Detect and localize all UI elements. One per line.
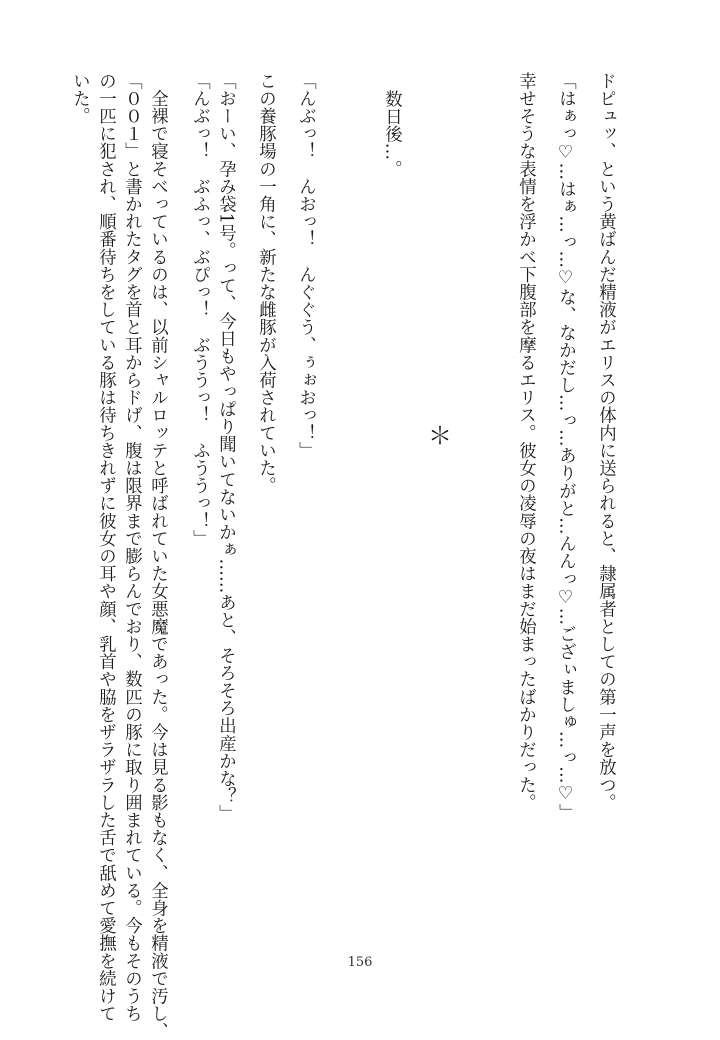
text-column-7: 「おーい、孕み袋1号。って、今日もやっぱり聞いてないかぁ……あと、そろそろ出産かな？」	[215, 72, 236, 823]
text-column-6: この養豚場の一角に、新たな雌豚が入荷されていた。	[255, 72, 276, 495]
text-column-12: いた。	[69, 72, 90, 125]
text-column-5: 「んぶっ！ んおっ！ んぐぐう、ぅぉおっ！」	[295, 72, 316, 460]
text-column-10: 「００１」と書かれたタグを首と耳からドげ、腹は限界まで膨らんでおり、数匹の豚に取り囲まれている。今もそのうち	[121, 72, 142, 1023]
text-column-8: 「んぶっ！ ぶふっ、ぶぴっ！ ぶううっ！ ふううっ！」	[189, 72, 210, 548]
text-column-3: 幸せそうな表情を浮かべ下腹部を摩るエリス。彼女の凌辱の夜はまだ始まったばかりだった。	[515, 72, 536, 812]
text-column-4: 数日後…。	[381, 90, 402, 178]
text-column-11: の一匹に犯され、順番待ちをしている豚は待ちきれずに彼女の耳や顔、乳首や脇をザラザラした舌で舐めて愛撫を続けて	[95, 72, 116, 1023]
text-column-1: ドピュッ、という黄ばんだ精液がエリスの体内に送られると、隷属者としての第一声を放つ。	[595, 72, 616, 812]
page-number: 156	[347, 955, 373, 970]
text-column-9: 全裸で寝そべっているのは、以前シャルロッテと呼ばれていた女悪魔であった。今は見る影もなく、全身を精液で汚し、	[147, 72, 168, 1040]
scene-break-asterisk: ＊	[428, 422, 452, 450]
text-column-2: 「はぁっ♡…はぁ…っ…♡な、なかだし…っ…ありがと…んんっ♡…ござぃましゅ…っ…♡」	[555, 72, 576, 822]
